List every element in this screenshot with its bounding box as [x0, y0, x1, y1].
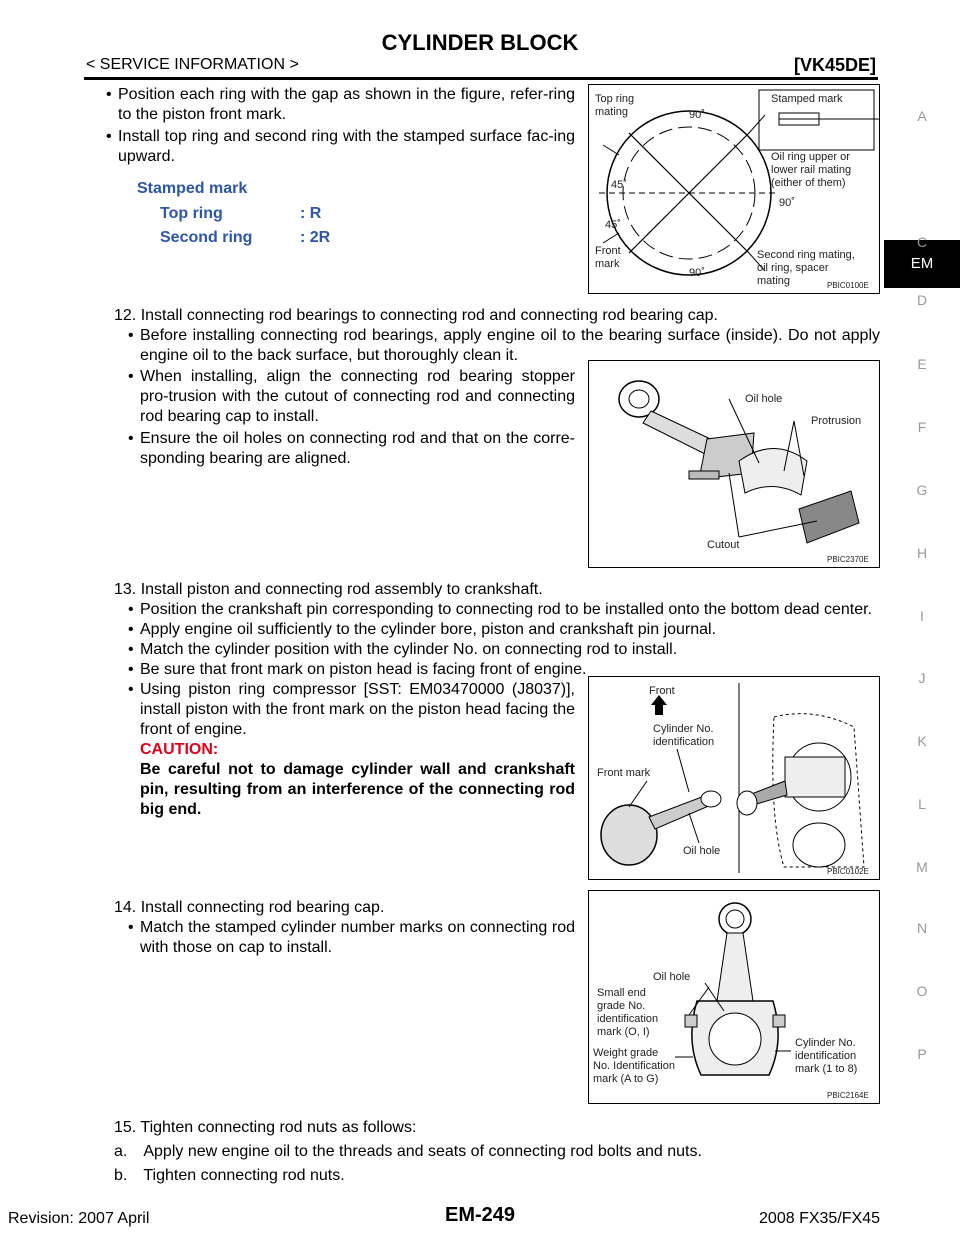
sidebar-tab-c[interactable]: C [916, 234, 928, 250]
bullet-ring-stamped-up: • Install top ring and second ring with the stamped surface fac-ing upward. [118, 127, 575, 167]
label-90-top: 90˚ [689, 109, 705, 121]
sidebar-tab-f[interactable]: F [917, 419, 927, 435]
sidebar-tab-a[interactable]: A [917, 108, 927, 124]
label-90-bottom: 90˚ [689, 267, 705, 279]
label-oil-hole: Oil hole [745, 393, 783, 405]
header-rule [84, 77, 878, 80]
step-15b: b. Tighten connecting rod nuts. [114, 1167, 345, 1184]
bullet-13-4: • Be sure that front mark on piston head is facing front of engine. [140, 660, 880, 680]
sidebar-tab-n[interactable]: N [916, 920, 928, 936]
label-cylinder-no-mark: Cylinder No. identification mark (1 to 8) [795, 1037, 858, 1075]
label-90-right: 90˚ [779, 197, 795, 209]
figure-code: PBIC2164E [827, 1091, 869, 1100]
label-oil-hole: Oil hole [653, 971, 691, 983]
section-label: < SERVICE INFORMATION > [86, 56, 299, 73]
vehicle-model: 2008 FX35/FX45 [759, 1210, 880, 1227]
stamped-mark-heading: Stamped mark [137, 180, 248, 197]
step-13: 13. Install piston and connecting rod assembly to crankshaft. [114, 581, 543, 598]
label-weight-grade: Weight grade No. Identification mark (A to G) [593, 1047, 675, 1085]
engine-model: [VK45DE] [793, 55, 876, 75]
sidebar-tab-h[interactable]: H [916, 545, 928, 561]
figure-ring-gap-diagram [588, 84, 880, 294]
sidebar-tab-i[interactable]: I [920, 608, 924, 624]
label-front-mark: Front mark [597, 767, 651, 779]
step-15a: a. Apply new engine oil to the threads and seats of connecting rod bolts and nuts. [114, 1143, 702, 1160]
step-15: 15. Tighten connecting rod nuts as follows: [114, 1119, 417, 1136]
bullet-12-1: • Before installing connecting rod bearings, apply engine oil to the bearing surface (inside). Do not apply engine oil to the back surface, but thoroughly clean it. [140, 326, 880, 366]
caution-text: Be careful not to damage cylinder wall and crankshaft pin, resulting from an interference of the connecting rod big end. [140, 761, 575, 818]
step-14: 14. Install connecting rod bearing cap. [114, 899, 385, 916]
bullet-12-3: • Ensure the oil holes on connecting rod and that on the corre-sponding bearing are aligned. [140, 429, 575, 469]
figure-code: PBIC0100E [827, 281, 869, 290]
sidebar-tab-em[interactable]: EM [884, 240, 960, 288]
figure-rod-bearing [588, 360, 880, 568]
label-protrusion: Protrusion [811, 415, 862, 427]
figure-rod-identification [588, 890, 880, 1104]
label-front: Front [649, 685, 675, 697]
label-oil-ring-mating: Oil ring upper or lower rail mating (either of them) [771, 151, 852, 189]
page-title: CYLINDER BLOCK [381, 30, 579, 55]
sidebar-tab-e[interactable]: E [917, 356, 927, 372]
label-cutout: Cutout [707, 539, 740, 551]
label-oil-hole: Oil hole [683, 845, 721, 857]
sidebar-tab-p[interactable]: P [917, 1046, 927, 1062]
bullet-13-5: • Using piston ring compressor [SST: EM03470000 (J8037)], install piston with the front mark on the piston head facing the front of engine. [140, 680, 575, 740]
sidebar-tab-k[interactable]: K [917, 733, 927, 749]
bullet-ring-position: • Position each ring with the gap as shown in the figure, refer-ring to the piston front mark. [118, 85, 575, 125]
figure-code: PBIC0102E [827, 867, 869, 876]
sidebar-tab-m[interactable]: M [916, 859, 928, 875]
step-12: 12. Install connecting rod bearings to connecting rod and connecting rod bearing cap. [114, 307, 718, 324]
label-second-ring-mating: Second ring mating, oil ring, spacer mating [757, 249, 855, 287]
caution-label: CAUTION: [140, 741, 219, 758]
bullet-12-2: • When installing, align the connecting rod bearing stopper pro-trusion with the cutout of connecting rod and connecting rod bearing cap to install. [140, 367, 575, 427]
label-small-end-grade: Small end grade No. identification mark (O, I) [597, 987, 659, 1038]
spec-label-top-ring: Top ring [160, 205, 223, 222]
section-index-sidebar [884, 90, 960, 1200]
sidebar-tab-l[interactable]: L [918, 796, 926, 812]
bullet-13-3: • Match the cylinder position with the cylinder No. on connecting rod to install. [140, 640, 880, 660]
spec-label-second-ring: Second ring [160, 229, 253, 246]
bullet-14-1: • Match the stamped cylinder number marks on connecting rod with those on cap to install. [140, 918, 575, 958]
label-45-b: 45˚ [605, 219, 621, 231]
label-front-mark: Front mark [595, 245, 621, 270]
bullet-13-2: • Apply engine oil sufficiently to the cylinder bore, piston and crankshaft pin journal. [140, 620, 880, 640]
label-top-ring-mating: Top ring mating [595, 93, 635, 118]
spec-value-second-ring: : 2R [300, 229, 331, 246]
sidebar-tab-g[interactable]: G [916, 482, 928, 498]
bullet-13-1: • Position the crankshaft pin corresponding to connecting rod to be installed onto the bottom dead center. [140, 600, 880, 620]
rod-bearing-drawing [589, 361, 879, 567]
label-stamped-mark: Stamped mark [771, 93, 843, 105]
page-number: EM-249 [444, 1204, 516, 1226]
label-45-a: 45˚ [611, 179, 627, 191]
spec-value-top-ring: : R [300, 205, 322, 222]
sidebar-tab-d[interactable]: D [916, 292, 928, 308]
sidebar-tab-j[interactable]: J [918, 670, 926, 686]
figure-code: PBIC2370E [827, 555, 869, 564]
revision: Revision: 2007 April [8, 1210, 150, 1227]
figure-piston-insertion [588, 676, 880, 880]
label-cylinder-no-identification: Cylinder No. identification [653, 723, 715, 748]
sidebar-tab-o[interactable]: O [916, 983, 928, 999]
